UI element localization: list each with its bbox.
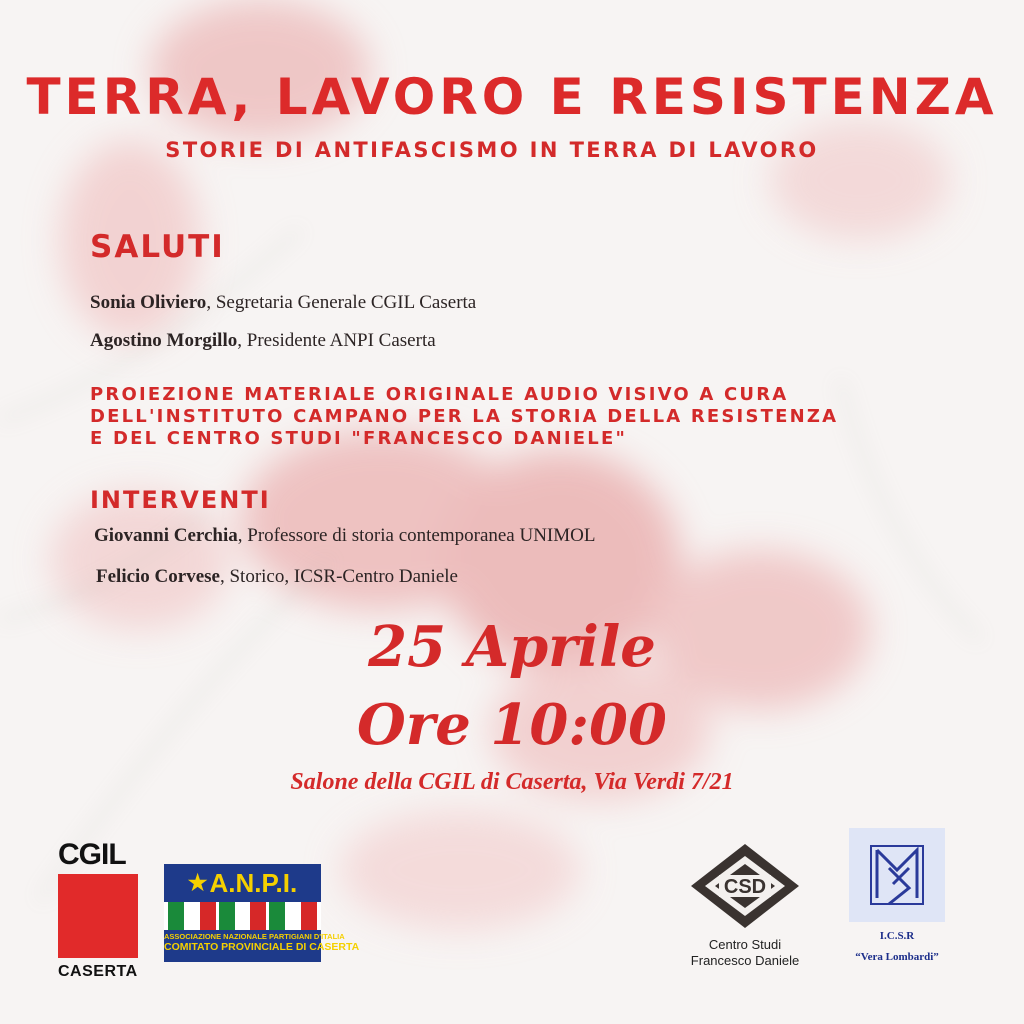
cgil-name: CGIL <box>58 838 126 871</box>
cgil-city: CASERTA <box>58 963 138 980</box>
cgil-red-square <box>58 874 138 958</box>
icsr-caption-1: I.C.S.R <box>879 930 915 942</box>
poster-title: TERRA, LAVORO E RESISTENZA <box>26 68 998 126</box>
proiezione-line: DELL'INSTITUTO CAMPANO PER LA STORIA DELLA RESISTENZA <box>90 406 839 427</box>
person-name: Agostino Morgillo <box>90 330 238 351</box>
flag-icons <box>164 902 321 930</box>
person-name: Felicio Corvese <box>96 566 220 587</box>
interventi-person <box>94 525 595 547</box>
icsr-monogram-icon <box>849 828 945 922</box>
csd-caption-2: Francesco Daniele <box>690 953 800 968</box>
csd-diamond-icon <box>685 840 805 932</box>
proiezione-line: E DEL CENTRO STUDI "FRANCESCO DANIELE" <box>90 428 628 449</box>
person-name: Sonia Oliviero <box>90 292 207 313</box>
person-role: , Storico, ICSR-Centro Daniele <box>219 566 458 587</box>
event-date: 25 Aprile <box>368 614 656 680</box>
anpi-name: A.N.P.I. <box>209 867 298 898</box>
proiezione-text <box>90 384 838 450</box>
interventi-heading: INTERVENTI <box>90 486 271 514</box>
cgil-logo <box>58 840 140 981</box>
csd-logo <box>672 840 818 969</box>
poster-subtitle: STORIE DI ANTIFASCISMO IN TERRA DI LAVORO <box>165 138 819 162</box>
event-venue: Salone della CGIL di Caserta, Via Verdi 7/21 <box>290 769 734 795</box>
event-time: Ore 10:00 <box>357 692 667 758</box>
saluti-heading: SALUTI <box>90 229 225 265</box>
csd-mark: CSD <box>723 876 767 898</box>
icsr-logo <box>848 828 946 963</box>
person-role: , Professore di storia contemporanea UNIMOL <box>237 525 596 546</box>
proiezione-line: PROIEZIONE MATERIALE ORIGINALE AUDIO VISIVO A CURA <box>90 384 789 405</box>
anpi-logo <box>164 864 360 960</box>
saluti-person <box>90 292 476 314</box>
csd-caption-1: Centro Studi <box>708 937 782 952</box>
anpi-committee-text: COMITATO PROVINCIALE DI CASERTA <box>164 941 360 953</box>
saluti-person <box>90 330 436 352</box>
icsr-caption-2: “Vera Lombardi” <box>855 951 939 963</box>
star-icon: ★ <box>187 870 208 895</box>
person-name: Giovanni Cerchia <box>94 525 238 546</box>
interventi-person <box>96 566 458 588</box>
person-role: , Segretaria Generale CGIL Caserta <box>206 292 477 313</box>
person-role: , Presidente ANPI Caserta <box>237 330 436 351</box>
anpi-association-text: ASSOCIAZIONE NAZIONALE PARTIGIANI D'ITALIA <box>164 932 345 941</box>
